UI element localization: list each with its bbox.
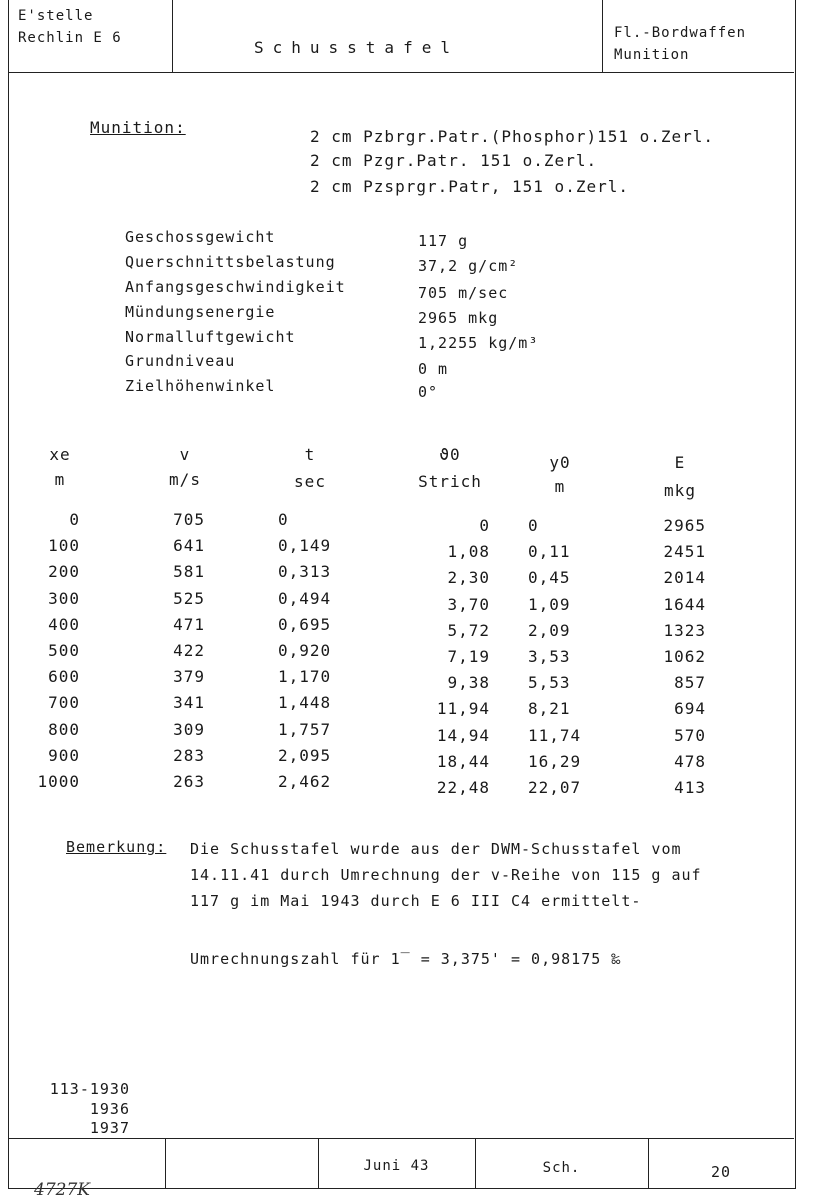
col-header-symbol: t — [304, 445, 316, 464]
col-header-symbol: v — [179, 445, 191, 464]
col-header-unit: m — [54, 470, 66, 489]
time-cell: 0,149 — [278, 536, 332, 555]
range-cell: 0 — [69, 510, 80, 529]
header-col-divider-1 — [172, 0, 173, 73]
energy-cell: 478 — [674, 752, 706, 771]
height-cell: 2,09 — [528, 621, 571, 640]
time-cell: 0,313 — [278, 562, 332, 581]
angle-cell: 7,19 — [447, 647, 490, 666]
office-line-1: E'stelle — [18, 8, 94, 24]
col-header-unit: m — [554, 477, 566, 496]
range-cell: 500 — [48, 641, 80, 660]
header-col-divider-2 — [602, 0, 603, 73]
energy-cell: 413 — [674, 778, 706, 797]
velocity-cell: 283 — [173, 746, 205, 765]
height-cell: 5,53 — [528, 673, 571, 692]
col-header-symbol: y0 — [549, 453, 571, 472]
remark-label-text: Bemerkung: — [66, 838, 167, 856]
col-header-symbol: E — [674, 453, 686, 472]
col-header-unit: Strich — [418, 472, 482, 491]
footer-col-divider — [165, 1138, 166, 1188]
footer-page-number: 20 — [710, 1163, 732, 1181]
range-cell: 700 — [48, 693, 80, 712]
footer-type: Sch. — [542, 1160, 581, 1176]
range-cell: 1000 — [37, 772, 80, 791]
munition-label: Munition: — [90, 118, 186, 137]
angle-cell: 5,72 — [447, 621, 490, 640]
velocity-cell: 581 — [173, 562, 205, 581]
energy-cell: 1323 — [663, 621, 706, 640]
height-cell: 1,09 — [528, 595, 571, 614]
energy-cell: 857 — [674, 673, 706, 692]
remark-line: Die Schusstafel wurde aus der DWM-Schusstafel vom — [190, 840, 682, 858]
property-value: 0° — [418, 383, 439, 401]
energy-cell: 2014 — [663, 568, 706, 587]
time-cell: 1,757 — [278, 720, 332, 739]
angle-cell: 18,44 — [436, 752, 490, 771]
time-cell: 1,170 — [278, 667, 332, 686]
energy-cell: 2965 — [663, 516, 706, 535]
col-header-unit: mkg — [664, 481, 696, 500]
property-label: Grundniveau — [125, 352, 236, 370]
property-label: Mündungsenergie — [125, 303, 276, 321]
property-label: Zielhöhenwinkel — [125, 377, 276, 395]
remark-conversion: Umrechnungszahl für 1‾ = 3,375' = 0,98175 ‰ — [190, 950, 622, 968]
remark-line: 14.11.41 durch Umrechnung der v-Reihe von 115 g auf — [190, 866, 702, 884]
munition-item: 2 cm Pzgr.Patr. 151 o.Zerl. — [310, 151, 598, 170]
angle-cell: 9,38 — [447, 673, 490, 692]
time-cell: 2,095 — [278, 746, 332, 765]
velocity-cell: 309 — [173, 720, 205, 739]
category-line-2: Munition — [614, 47, 690, 63]
property-label: Querschnittsbelastung — [125, 253, 336, 271]
range-cell: 800 — [48, 720, 80, 739]
velocity-cell: 341 — [173, 693, 205, 712]
energy-cell: 1062 — [663, 647, 706, 666]
property-value: 117 g — [418, 232, 469, 250]
reference-number: 113-1930 — [49, 1080, 130, 1098]
angle-cell: 22,48 — [436, 778, 490, 797]
col-header-symbol: xe — [49, 445, 71, 464]
velocity-cell: 263 — [173, 772, 205, 791]
height-cell: 0 — [528, 516, 539, 535]
time-cell: 2,462 — [278, 772, 332, 791]
angle-cell: 3,70 — [447, 595, 490, 614]
angle-cell: 2,30 — [447, 568, 490, 587]
height-cell: 22,07 — [528, 778, 582, 797]
property-value: 705 m/sec — [418, 284, 509, 302]
range-cell: 600 — [48, 667, 80, 686]
property-label: Normalluftgewicht — [125, 328, 296, 346]
time-cell: 0 — [278, 510, 289, 529]
reference-number: 1937 — [89, 1119, 130, 1137]
property-label: Anfangsgeschwindigkeit — [125, 278, 346, 296]
height-cell: 0,45 — [528, 568, 571, 587]
velocity-cell: 422 — [173, 641, 205, 660]
munition-item: 2 cm Pzsprgr.Patr, 151 o.Zerl. — [310, 177, 629, 196]
range-cell: 400 — [48, 615, 80, 634]
footer-date: Juni 43 — [363, 1158, 430, 1174]
angle-cell: 0 — [479, 516, 490, 535]
height-cell: 16,29 — [528, 752, 582, 771]
property-value: 0 m — [418, 360, 449, 378]
time-cell: 0,695 — [278, 615, 332, 634]
range-cell: 200 — [48, 562, 80, 581]
height-cell: 8,21 — [528, 699, 571, 718]
energy-cell: 2451 — [663, 542, 706, 561]
energy-cell: 694 — [674, 699, 706, 718]
range-cell: 300 — [48, 589, 80, 608]
time-cell: 0,920 — [278, 641, 332, 660]
footer-divider — [8, 1138, 794, 1139]
range-cell: 900 — [48, 746, 80, 765]
property-value: 1,2255 kg/m³ — [418, 334, 539, 352]
energy-cell: 570 — [674, 726, 706, 745]
handwritten-note: 4727K — [34, 1180, 90, 1200]
property-value: 37,2 g/cm² — [418, 257, 519, 275]
velocity-cell: 379 — [173, 667, 205, 686]
angle-cell: 14,94 — [436, 726, 490, 745]
velocity-cell: 471 — [173, 615, 205, 634]
angle-cell: 1,08 — [447, 542, 490, 561]
velocity-cell: 525 — [173, 589, 205, 608]
category-line-1: Fl.-Bordwaffen — [614, 25, 747, 41]
reference-number: 1936 — [89, 1100, 130, 1118]
office-line-2: Rechlin E 6 — [18, 30, 122, 46]
energy-cell: 1644 — [663, 595, 706, 614]
property-label: Geschossgewicht — [125, 228, 276, 246]
range-cell: 100 — [48, 536, 80, 555]
remark-label — [66, 838, 166, 856]
col-header-symbol: ϑ0 — [439, 445, 461, 464]
col-header-unit: sec — [294, 472, 326, 491]
angle-cell: 11,94 — [436, 699, 490, 718]
height-cell: 0,11 — [528, 542, 571, 561]
property-value: 2965 mkg — [418, 309, 499, 327]
height-cell: 3,53 — [528, 647, 571, 666]
height-cell: 11,74 — [528, 726, 582, 745]
document-title: Schusstafel — [254, 38, 459, 57]
velocity-cell: 705 — [173, 510, 205, 529]
velocity-cell: 641 — [173, 536, 205, 555]
time-cell: 1,448 — [278, 693, 332, 712]
munition-item: 2 cm Pzbrgr.Patr.(Phosphor)151 o.Zerl. — [310, 127, 715, 146]
time-cell: 0,494 — [278, 589, 332, 608]
remark-line: 117 g im Mai 1943 durch E 6 III C4 ermittelt- — [190, 892, 642, 910]
col-header-unit: m/s — [169, 470, 201, 489]
header-divider — [8, 72, 794, 73]
